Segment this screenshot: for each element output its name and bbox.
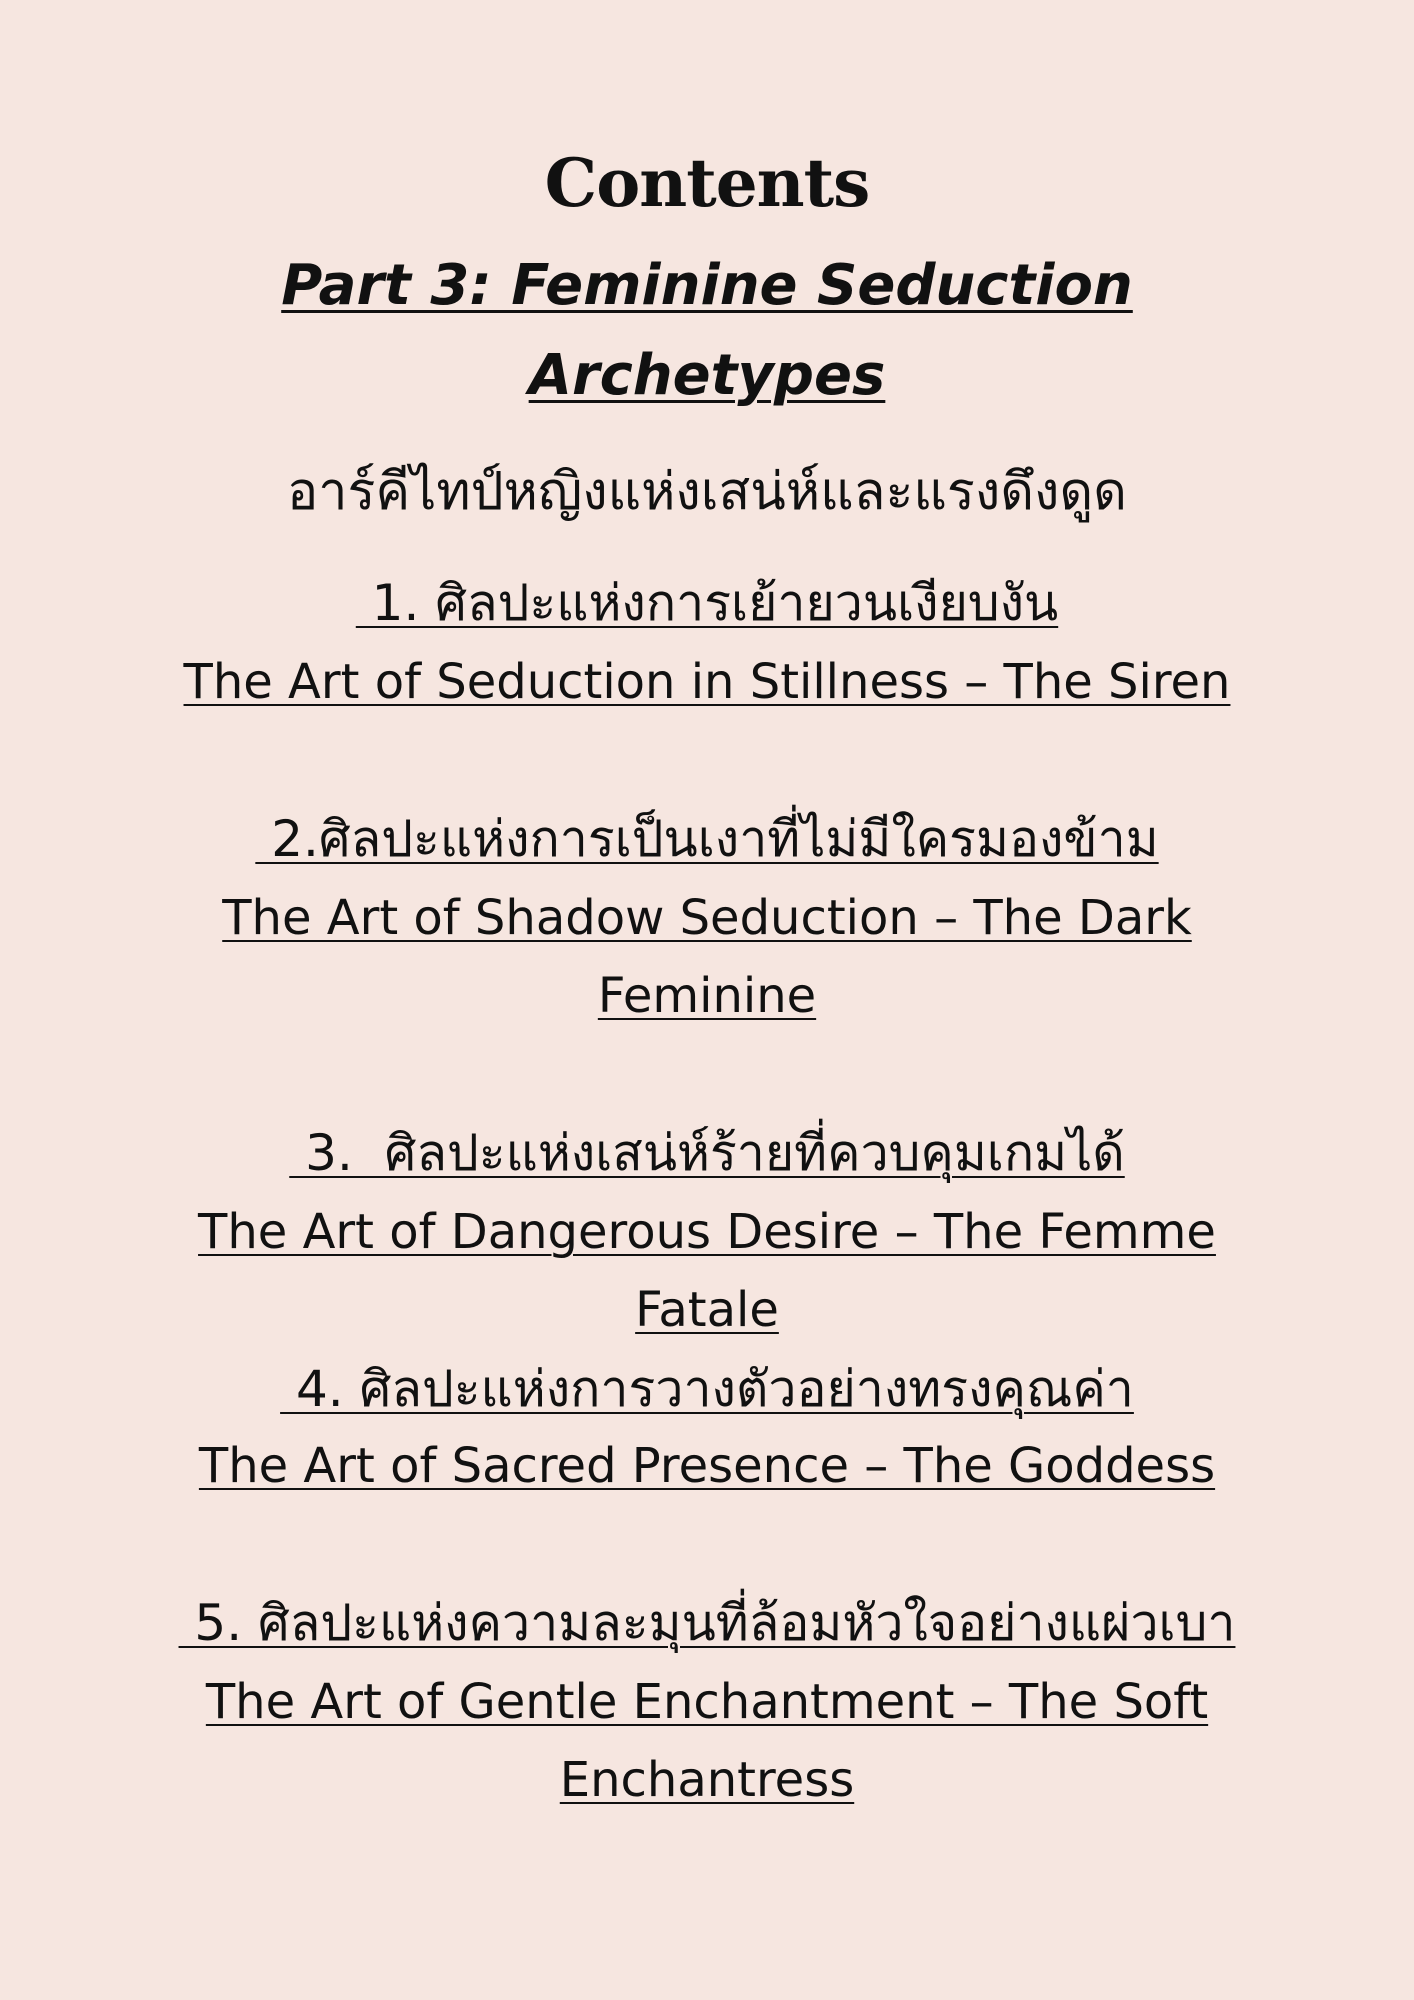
part-heading-line-2[interactable]: Archetypes — [528, 343, 886, 408]
toc-entry-2-thai[interactable]: 2.ศิลปะแห่งการเป็นเงาที่ไม่มีใครมองข้าม — [255, 810, 1159, 868]
toc-entry-4-thai[interactable]: 4. ศิลปะแห่งการวางตัวอย่างทรงคุณค่า — [280, 1360, 1134, 1418]
page-title: Contents — [544, 144, 870, 222]
toc-entry-3-english[interactable]: The Art of Dangerous Desire – The Femme — [198, 1204, 1216, 1260]
thai-subtitle: อาร์คีไทป์หญิงแห่งเสน่ห์และแรงดึงดูด — [287, 462, 1127, 522]
toc-entry-5-english-cont[interactable]: Enchantress — [559, 1752, 855, 1808]
toc-entry-2-english[interactable]: The Art of Shadow Seduction – The Dark — [222, 890, 1192, 946]
toc-entry-1-english[interactable]: The Art of Seduction in Stillness – The Siren — [183, 654, 1231, 710]
toc-entry-3-thai[interactable]: 3. ศิลปะแห่งเสน่ห์ร้ายที่ควบคุมเกมได้ — [289, 1124, 1125, 1182]
toc-entry-1-thai[interactable]: 1. ศิลปะแห่งการเย้ายวนเงียบงัน — [355, 574, 1059, 632]
toc-entry-2-english-cont[interactable]: Feminine — [597, 968, 817, 1024]
toc-entry-4-english[interactable]: The Art of Sacred Presence – The Goddess — [198, 1438, 1216, 1494]
toc-entry-5-thai[interactable]: 5. ศิลปะแห่งความละมุนที่ล้อมหัวใจอย่างแผ่วเบา — [178, 1594, 1236, 1652]
toc-entry-5-english[interactable]: The Art of Gentle Enchantment – The Soft — [205, 1674, 1209, 1730]
toc-entry-3-english-cont[interactable]: Fatale — [635, 1282, 779, 1338]
part-heading-line-1[interactable]: Part 3: Feminine Seduction — [281, 253, 1133, 318]
